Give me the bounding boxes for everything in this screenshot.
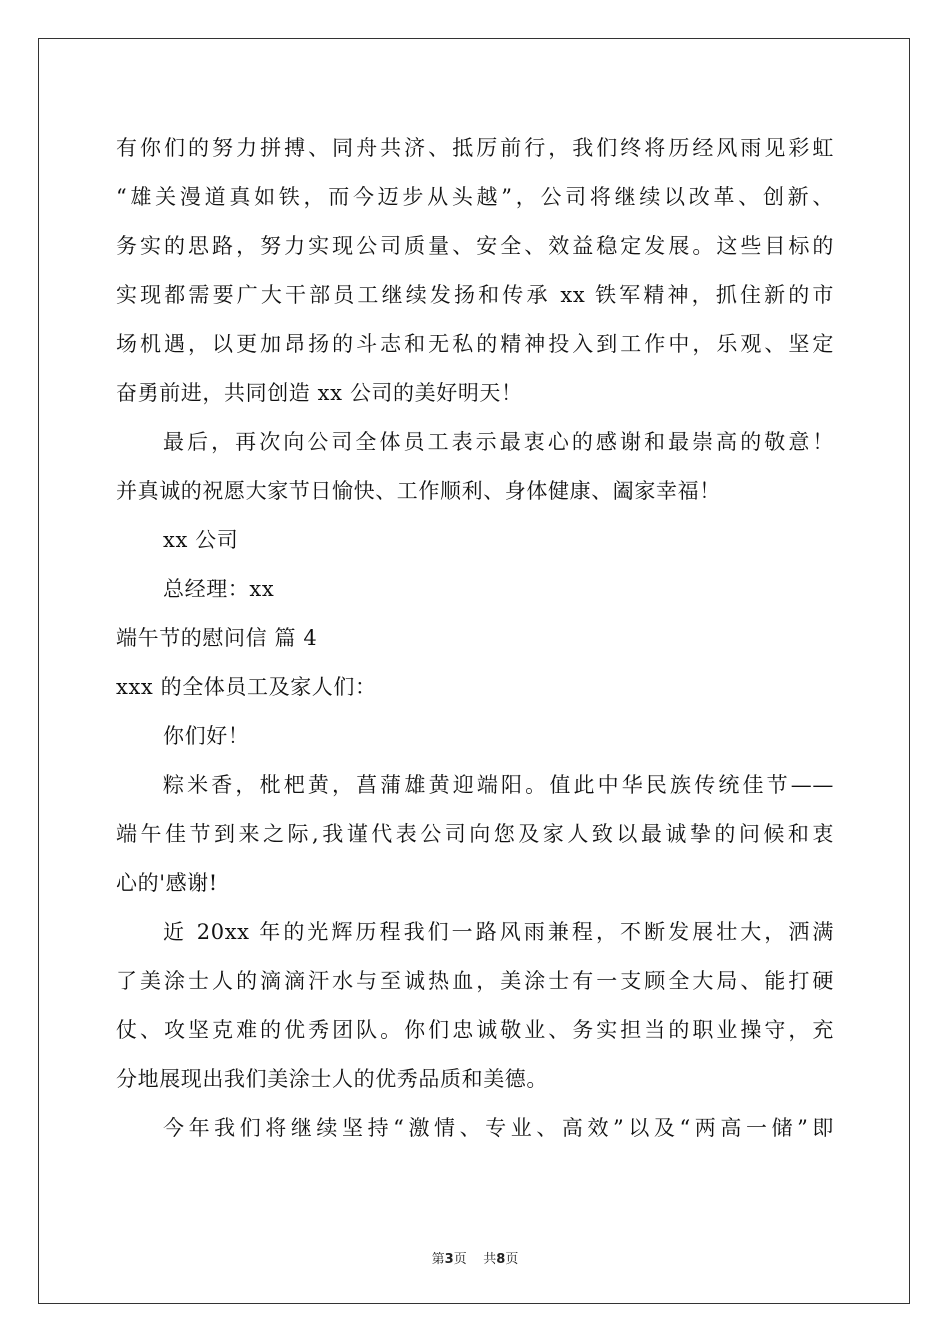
text-line: 场机遇，以更加昂扬的斗志和无私的精神投入到工作中，乐观、坚定 bbox=[116, 332, 834, 356]
text-line: 粽米香，枇杷黄，菖蒲雄黄迎端阳。值此中华民族传统佳节—— bbox=[163, 773, 834, 797]
total-pages: 8 bbox=[496, 1252, 506, 1267]
text-line: “雄关漫道真如铁，而今迈步从头越”，公司将继续以改革、创新、 bbox=[116, 185, 834, 209]
page-number: 3 bbox=[444, 1252, 454, 1267]
text-line: xxx 的全体员工及家人们： bbox=[116, 675, 377, 699]
page-suffix: 页 bbox=[453, 1252, 467, 1267]
text-line: 端午节的慰问信 篇 4 bbox=[116, 626, 318, 650]
text-line: 今年我们将继续坚持“激情、专业、高效”以及“两高一储”即 bbox=[163, 1116, 834, 1140]
text-line: 并真诚的祝愿大家节日愉快、工作顺利、身体健康、阖家幸福！ bbox=[116, 479, 721, 503]
text-line: 心的'感谢! bbox=[116, 871, 218, 895]
text-line: 奋勇前进，共同创造 xx 公司的美好明天！ bbox=[116, 381, 523, 405]
document-body bbox=[116, 124, 834, 1153]
text-line: 实现都需要广大干部员工继续发扬和传承 xx 铁军精神，抓住新的市 bbox=[116, 283, 834, 307]
text-line: 务实的思路，努力实现公司质量、安全、效益稳定发展。这些目标的 bbox=[116, 234, 834, 258]
page-footer bbox=[0, 1248, 950, 1267]
text-line: 端午佳节到来之际,我谨代表公司向您及家人致以最诚挚的问候和衷 bbox=[116, 822, 834, 846]
text-line: 有你们的努力拼搏、同舟共济、抵厉前行，我们终将历经风雨见彩虹 bbox=[116, 136, 834, 160]
text-line: 近 20xx 年的光辉历程我们一路风雨兼程，不断发展壮大，洒满 bbox=[163, 920, 834, 944]
text-line: xx 公司 bbox=[163, 528, 239, 552]
text-line: 分地展现出我们美涂士人的优秀品质和美德。 bbox=[116, 1067, 548, 1091]
text-line: 总经理：xx bbox=[163, 577, 275, 601]
text-line: 了美涂士人的滴滴汗水与至诚热血，美涂士有一支顾全大局、能打硬 bbox=[116, 969, 834, 993]
total-prefix: 共 bbox=[483, 1252, 497, 1267]
text-line: 仗、攻坚克难的优秀团队。你们忠诚敬业、务实担当的职业操守，充 bbox=[116, 1018, 834, 1042]
text-line: 最后，再次向公司全体员工表示最衷心的感谢和最崇高的敬意！ bbox=[163, 430, 834, 454]
total-suffix: 页 bbox=[505, 1252, 519, 1267]
text-line: 你们好！ bbox=[163, 724, 250, 748]
page-prefix: 第 bbox=[431, 1252, 445, 1267]
